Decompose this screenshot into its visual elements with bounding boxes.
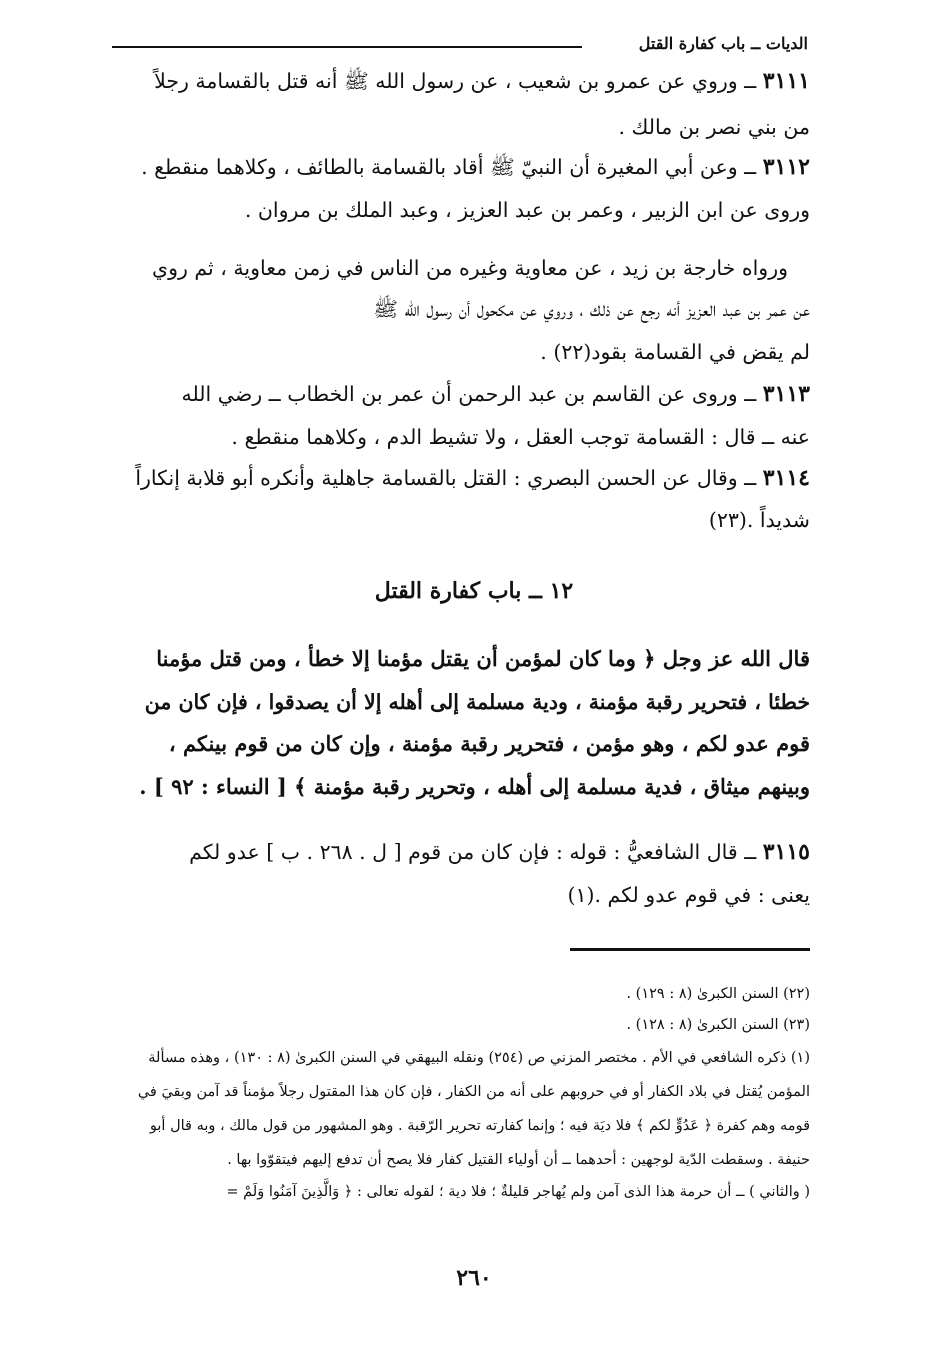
paragraph-line-3: لم يقض في القسامة بقود(٢٢) .	[540, 340, 810, 364]
quran-line-3: قوم عدو لكم ، وهو مؤمن ، فتحرير رقبة مؤمنة ، وإن كان من قوم بينكم ،	[168, 731, 810, 756]
entry-text: ــ قال الشافعيُّ : قوله : فإن كان من قوم [ ل . ٢٦٨ . ب ] عدو لكم	[189, 840, 757, 864]
entry-number: ٣١١٣	[762, 381, 810, 407]
entry-3111-line-2: من بني نصر بن مالك .	[618, 115, 810, 139]
running-header: الديات ــ باب كفارة القتل	[638, 34, 808, 53]
entry-3112-line-1	[130, 153, 810, 181]
entry-number: ٣١١١	[762, 68, 810, 94]
footnote-rule	[570, 948, 810, 951]
header-rule	[112, 46, 582, 48]
entry-3115-line-2: يعنى : في قوم عدو لكم .(١)	[567, 883, 810, 907]
page-number: ٢٦٠	[456, 1265, 492, 1291]
entry-3114-line-1	[130, 464, 810, 492]
entry-3113-line-1	[130, 380, 810, 408]
entry-3111-line-1	[130, 67, 810, 95]
paragraph-line-2: عن عمر بن عبد العزيز أنه رجع عن ذلك ، وروي عن مكحول أن رسول الله ﷺ	[373, 297, 810, 321]
quran-line-2: خطئا ، فتحرير رقبة مؤمنة ، ودية مسلمة إلى أهله إلا أن يصدقوا ، فإن كان من	[144, 690, 810, 714]
quran-line-4: وبينهم ميثاق ، فدية مسلمة إلى أهله ، وتحرير رقبة مؤمنة ﴾ [ النساء : ٩٢ ] .	[139, 774, 810, 799]
entry-text: ــ وقال عن الحسن البصري : القتل بالقسامة جاهلية وأنكره أبو قلابة إنكاراً	[135, 466, 757, 490]
footnote-1-line-2: المؤمن يُقتل في بلاد الكفار أو في حروبهم على أنه من الكفار ، فإن كان هذا المقتول رجلاً مؤمناً قد آمن وبقيَ في	[137, 1084, 810, 1100]
entry-number: ٣١١٢	[762, 154, 810, 180]
footnote-1-line-3: قومه وهم كفرة ﴿ عَدُوٍّ لكم ﴾ فلا ديَة فيه ؛ وإنما كفارته تحرير الرّقبة . وهو المشهور من قول مالك ، وبه قال أبو	[149, 1118, 810, 1134]
quran-line-1: قال الله عز وجل ﴿ وما كان لمؤمن أن يقتل مؤمنا إلا خطأ ، ومن قتل مؤمنا	[156, 646, 810, 671]
entry-3113-line-2: عنه ــ قال : القسامة توجب العقل ، ولا تشيط الدم ، وكلاهما منقطع .	[231, 425, 810, 449]
footnote-23: (٢٣) السنن الكبرىٰ (٨ : ١٢٨) .	[626, 1017, 810, 1033]
entry-3112-line-2: وروى عن ابن الزبير ، وعمر بن عبد العزيز ، وعبد الملك بن مروان .	[244, 198, 810, 222]
footnote-1-line-4: حنيفة . وسقطت الدّية لوجهين : أحدهما ــ أن أولياء القتيل كفار فلا يصح أن تدفع إليهم فيتقوّوا بها .	[227, 1152, 810, 1168]
footnote-1-line-1: (١) ذكره الشافعي في الأم . مختصر المزني ص (٢٥٤) ونقله البيهقي في السنن الكبرىٰ (٨ : ١٣٠) ، وهذه مسألة	[148, 1050, 810, 1066]
entry-text: ــ وروي عن عمرو بن شعيب ، عن رسول الله ﷺ أنه قتل بالقسامة رجلاً	[154, 69, 757, 93]
entry-3114-line-2: شديداً .(٢٣)	[708, 508, 810, 532]
entry-3115-line-1	[130, 838, 810, 866]
footnote-1-line-5: ( والثاني ) ــ أن حرمة هذا الذى آمن ولم يُهاجر قليلةٌ ؛ فلا دية ؛ لقوله تعالى : ﴿ وَالَّذِينَ آمَنُوا وَلَمْ =	[226, 1184, 810, 1200]
entry-number: ٣١١٤	[762, 465, 810, 491]
paragraph-line-1: ورواه خارجة بن زيد ، عن معاوية وغيره من الناس في زمن معاوية ، ثم روي	[152, 256, 788, 280]
footnote-22: (٢٢) السنن الكبرىٰ (٨ : ١٢٩) .	[626, 986, 810, 1002]
chapter-title: ١٢ ــ باب كفارة القتل	[374, 578, 574, 604]
entry-text: ــ وعن أبي المغيرة أن النبيّ ﷺ أقاد بالقسامة بالطائف ، وكلاهما منقطع .	[141, 155, 757, 179]
entry-number: ٣١١٥	[762, 839, 810, 865]
entry-text: ــ وروى عن القاسم بن عبد الرحمن أن عمر بن الخطاب ــ رضي الله	[181, 382, 757, 406]
